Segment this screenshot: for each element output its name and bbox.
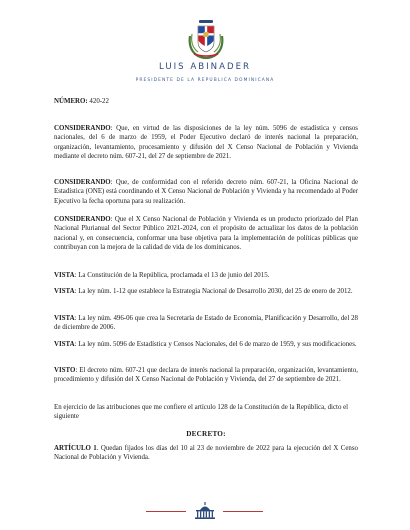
vista-1	[54, 271, 358, 280]
vista-3	[54, 314, 358, 333]
paragraph-lead: VISTA	[54, 272, 75, 279]
paragraph-text: : Que, en virtud de las disposiciones de la ley núm. 5096 de estadística y censos nacionales, del 6 de marzo de 1959, el Poder Ejecutivo declaró de interés nacional la preparación, organización, levantamiento, procesamiento y difusión del X Censo Nacional de Población y Vivienda mediante el decreto núm. 607-21, del 27 de septiembre de 2021.	[54, 125, 358, 161]
president-name: LUIS ABINADER	[158, 62, 251, 72]
paragraph-text: : La ley núm. 1-12 que establece la Estrategia Nacional de Desarrollo 2030, del 25 de enero de 2012.	[74, 288, 353, 295]
paragraph-lead: VISTA	[54, 288, 75, 295]
considerando-3	[54, 215, 358, 253]
paragraph-text: : Que el X Censo Nacional de Población y Vivienda es un producto priorizado del Plan Nacional Plurianual del Sector Público 2021-2024, con el propósito de actualizar los datos de la población nacional y, en consecuencia, conformar una base objetiva para la implementación de políticas públicas que contribuyan con la mejora de la calidad de vida de los dominicanos.	[54, 216, 358, 252]
visto-1	[54, 366, 358, 385]
considerando-2	[54, 178, 358, 206]
decree-number	[54, 97, 358, 106]
paragraph-lead: CONSIDERANDO	[54, 125, 111, 132]
article-text: . Quedan fijados los días del 10 al 23 de noviembre de 2022 para la ejecución del X Censo Nacional de Población y Vivienda.	[54, 445, 358, 462]
page-footer	[0, 500, 410, 524]
considerando-1	[54, 124, 358, 162]
paragraph-lead: CONSIDERANDO	[54, 179, 111, 186]
president-title: PRESIDENTE DE LA REPÚBLICA DOMINICANA	[135, 78, 275, 83]
decree-number-label: NÚMERO:	[54, 98, 88, 105]
article-lead: ARTÍCULO 1	[54, 445, 97, 452]
paragraph-text: En ejercicio de las atribuciones que me confiere el artículo 128 de la Constitución de la República, dicto el siguiente	[54, 404, 349, 421]
paragraph-text: : La Constitución de la República, proclamada el 13 de junio del 2015.	[74, 272, 270, 279]
vista-4	[54, 340, 358, 349]
paragraph-text: : El decreto núm. 607-21 que declara de interés nacional la preparación, organización, levantamiento, procedimiento y difusión del X Censo Nacional de Población y Vivienda, del 27 de septiembre de 2021.	[54, 367, 358, 384]
ejercicio-paragraph	[54, 403, 358, 422]
paragraph-text: : La ley núm. 5096 de Estadística y Censos Nacionales, del 6 de marzo de 1959, y sus modificaciones.	[74, 341, 357, 348]
footer-divider-left	[146, 511, 186, 512]
paragraph-lead: VISTA	[54, 341, 75, 348]
footer-divider-right	[223, 511, 263, 512]
paragraph-lead: CONSIDERANDO	[54, 216, 111, 223]
decreto-heading: DECRETO:	[186, 430, 226, 438]
paragraph-lead: VISTA	[54, 315, 75, 322]
paragraph-text: : La ley núm. 496-06 que crea la Secretaría de Estado de Economía, Planificación y Desarrollo, del 28 de diciembre de 2006.	[54, 315, 358, 332]
decree-number-value: 420-22	[89, 98, 109, 105]
paragraph-text: : Que, de conformidad con el referido decreto núm. 607-21, la Oficina Nacional de Estadística (ONE) está coordinando el X Censo Nacional de Población y Vivienda y ha recomendado al Poder Ejecutivo la fecha oportuna para su realización.	[54, 179, 358, 205]
coat-of-arms-seal	[184, 16, 228, 60]
paragraph-lead: VISTO	[54, 367, 76, 374]
articulo-1	[54, 444, 358, 463]
vista-2	[54, 287, 358, 296]
national-palace-icon	[193, 502, 217, 520]
